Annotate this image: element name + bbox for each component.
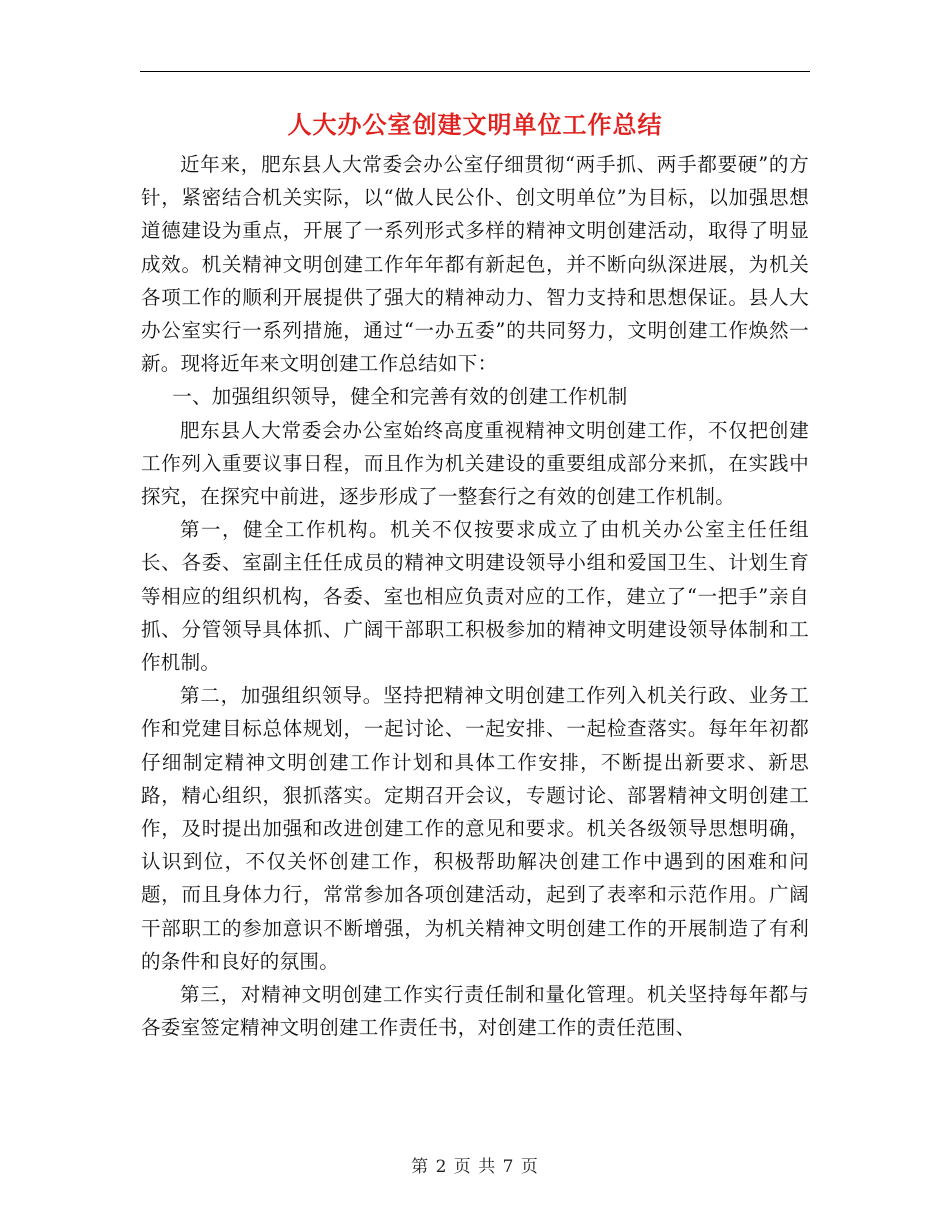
page-number: 第 2 页 共 7 页 (411, 1157, 539, 1177)
paragraph-point-1: 第一，健全工作机构。机关不仅按要求成立了由机关办公室主任任组长、各委、室副主任任成员的精神文明建设领导小组和爱国卫生、计划生育等相应的组织机构，各委、室也相应负责对应的工作，建立了“一把手”亲自抓、分管领导具体抓、广阔干部职工积极参加的精神文明建设领导体制和工作机制。 (141, 518, 809, 675)
section-heading-1: 一、加强组织领导，健全和完善有效的创建工作机制 (172, 385, 628, 409)
paragraph-point-3: 第三，对精神文明创建工作实行责任制和量化管理。机关坚持每年都与各委室签定精神文明创建工作责任书，对创建工作的责任范围、 (141, 983, 809, 1040)
paragraph-section-1-intro: 肥东县人大常委会办公室始终高度重视精神文明创建工作，不仅把创建工作列入重要议事日程，而且作为机关建设的重要组成部分来抓，在实践中探究，在探究中前进，逐步形成了一整套行之有效的创建工作机制。 (141, 418, 809, 509)
paragraph-intro: 近年来，肥东县人大常委会办公室仔细贯彻“两手抓、两手都要硬”的方针，紧密结合机关实际，以“做人民公仆、创文明单位”为目标，以加强思想道德建设为重点，开展了一系列形式多样的精神文明创建活动，取得了明显成效。机关精神文明创建工作年年都有新起色，并不断向纵深进展，为机关各项工作的顺利开展提供了强大的精神动力、智力支持和思想保证。县人大办公室实行一系列措施，通过“一办五委”的共同努力，文明创建工作焕然一新。现将近年来文明创建工作总结如下： (141, 153, 809, 376)
header-rule (140, 71, 810, 72)
document-body (141, 148, 809, 1044)
paragraph-point-2: 第二，加强组织领导。坚持把精神文明创建工作列入机关行政、业务工作和党建目标总体规划，一起讨论、一起安排、一起检查落实。每年年初都仔细制定精神文明创建工作计划和具体工作安排，不断提出新要求、新思路，精心组织，狠抓落实。定期召开会议，专题讨论、部署精神文明创建工作，及时提出加强和改进创建工作的意见和要求。机关各级领导思想明确，认识到位，不仅关怀创建工作，积极帮助解决创建工作中遇到的困难和问题，而且身体力行，常常参加各项创建活动，起到了表率和示范作用。广阔干部职工的参加意识不断增强，为机关精神文明创建工作的开展制造了有利的条件和良好的氛围。 (141, 684, 809, 973)
document-title: 人大办公室创建文明单位工作总结 (287, 111, 663, 139)
